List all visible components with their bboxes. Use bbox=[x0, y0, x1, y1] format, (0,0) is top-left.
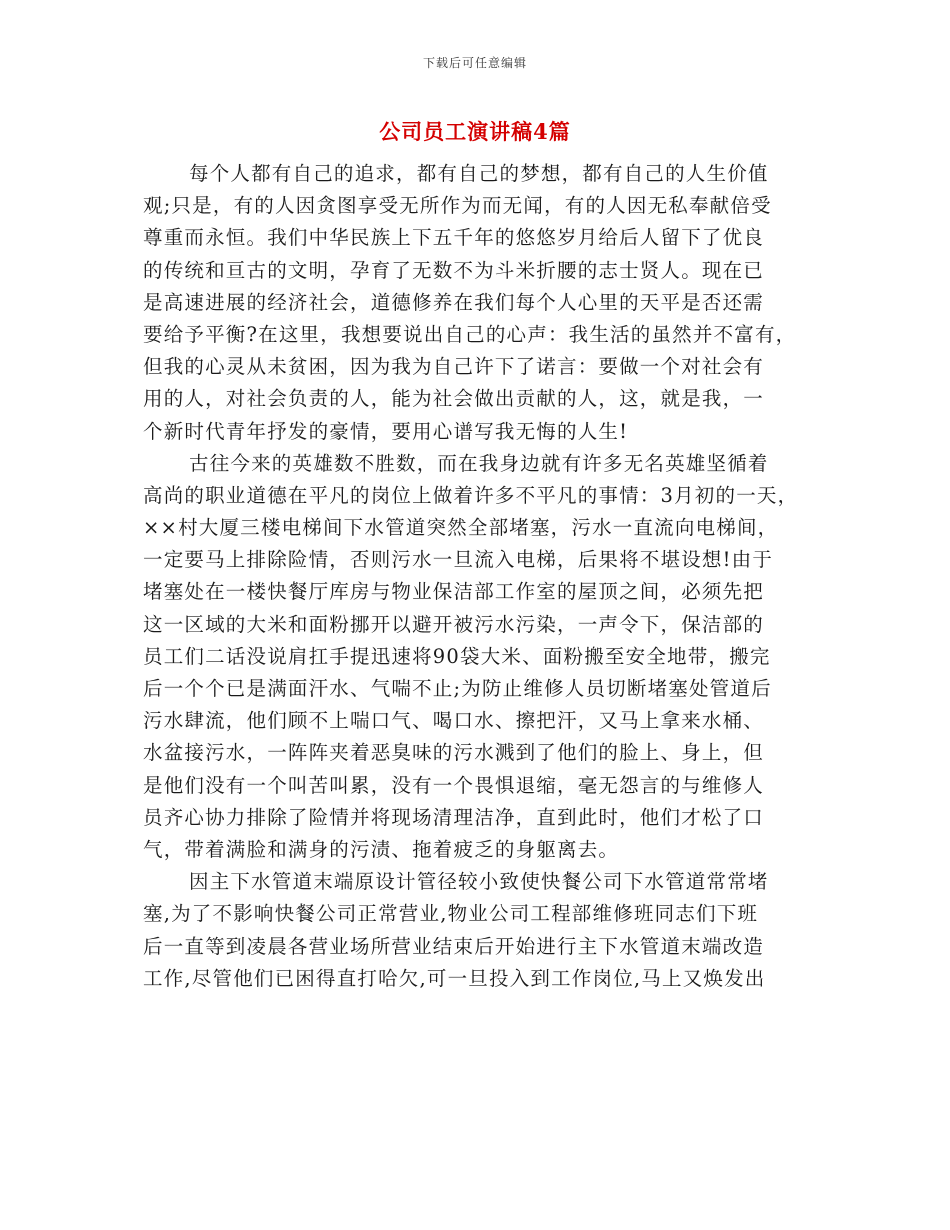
paragraph-1 bbox=[143, 158, 807, 448]
text-line: 工作,尽管他们已困得直打哈欠,可一旦投入到工作岗位,马上又焕发出 bbox=[143, 966, 766, 990]
text-line: 的传统和亘古的文明，孕育了无数不为斗米折腰的志士贤人。现在已 bbox=[143, 258, 765, 282]
text-line: 是高速进展的经济社会，道德修养在我们每个人心里的天平是否还需 bbox=[143, 290, 765, 314]
header-note: 下载后可任意编辑 bbox=[422, 56, 527, 70]
text-line: 用的人，对社会负责的人，能为社会做出贡献的人，这，就是我，一 bbox=[143, 387, 765, 411]
text-line: 高尚的职业道德在平凡的岗位上做着许多不平凡的事情：3月初的一天， bbox=[143, 483, 799, 507]
text-line: 后一个个已是满面汗水、气喘不止;为防止维修人员切断堵塞处管道后 bbox=[143, 677, 772, 700]
text-line: 后一直等到凌晨各营业场所营业结束后开始进行主下水管道末端改造 bbox=[143, 934, 765, 958]
text-line: 污水肆流，他们顾不上喘口气、喝口水、擦把汗，又马上拿来水桶、 bbox=[143, 709, 765, 733]
text-line: 员工们二话没说肩扛手提迅速将90袋大米、面粉搬至安全地带，搬完 bbox=[143, 644, 771, 668]
text-line: 一定要马上排除险情，否则污水一旦流入电梯，后果将不堪设想!由于 bbox=[143, 548, 774, 572]
document-body bbox=[143, 158, 807, 995]
text-line: 堵塞处在一楼快餐厅库房与物业保洁部工作室的屋顶之间，必须先把 bbox=[143, 580, 765, 604]
document-title: 公司员工演讲稿4篇 bbox=[379, 119, 571, 144]
text-line: 古往今来的英雄数不胜数，而在我身边就有许多无名英雄坚循着 bbox=[189, 451, 769, 475]
text-line: 每个人都有自己的追求，都有自己的梦想，都有自己的人生价值 bbox=[189, 162, 769, 185]
text-line: 尊重而永恒。我们中华民族上下五千年的悠悠岁月给后人留下了优良 bbox=[143, 226, 765, 250]
text-line: 要给予平衡?在这里，我想要说出自己的心声：我生活的虽然并不富有， bbox=[143, 322, 797, 346]
text-line: 员齐心协力排除了险情并将现场清理洁净，直到此时，他们才松了口 bbox=[143, 805, 765, 829]
text-line: 是他们没有一个叫苦叫累，没有一个畏惧退缩，毫无怨言的与维修人 bbox=[143, 773, 765, 797]
text-line: 因主下水管道末端原设计管径较小致使快餐公司下水管道常常堵 bbox=[189, 870, 769, 894]
text-line: ××村大厦三楼电梯间下水管道突然全部堵塞，污水一直流向电梯间， bbox=[143, 516, 779, 540]
paragraph-2 bbox=[143, 448, 807, 866]
text-line: 气，带着满脸和满身的污渍、拖着疲乏的身躯离去。 bbox=[143, 837, 620, 861]
text-line: 但我的心灵从未贫困，因为我为自己许下了诺言：要做一个对社会有 bbox=[143, 355, 765, 379]
text-line: 这一区域的大米和面粉挪开以避开被污水污染，一声令下，保洁部的 bbox=[143, 612, 765, 636]
paragraph-3 bbox=[143, 866, 807, 995]
text-line: 个新时代青年抒发的豪情，要用心谱写我无悔的人生! bbox=[143, 419, 629, 443]
text-line: 观;只是，有的人因贪图享受无所作为而无闻，有的人因无私奉献倍受 bbox=[143, 194, 772, 218]
text-line: 塞,为了不影响快餐公司正常营业,物业公司工程部维修班同志们下班 bbox=[143, 902, 759, 926]
text-line: 水盆接污水，一阵阵夹着恶臭味的污水溅到了他们的脸上、身上，但 bbox=[143, 741, 765, 765]
